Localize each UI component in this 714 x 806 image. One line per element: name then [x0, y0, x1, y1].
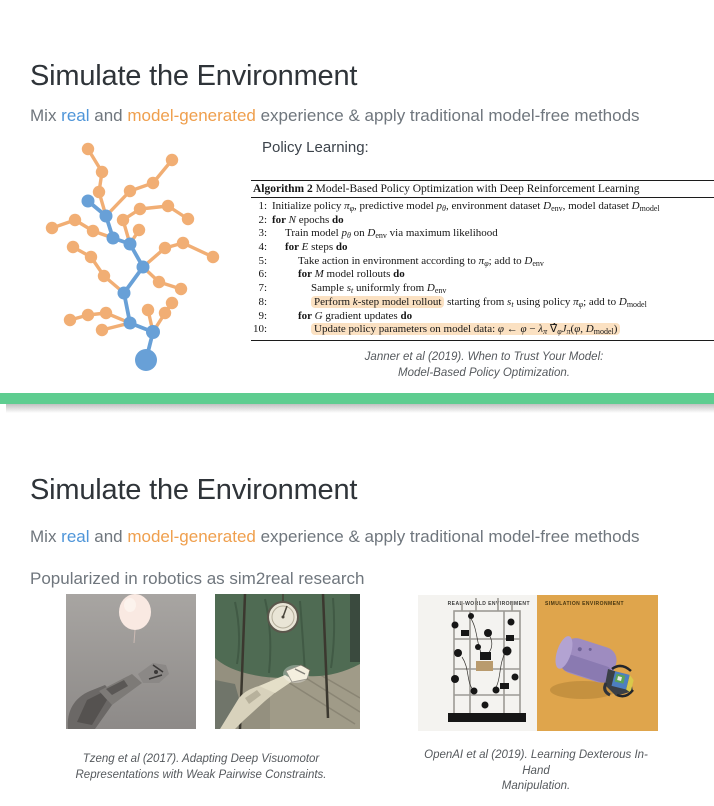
policy-learning-label: Policy Learning:: [262, 139, 369, 156]
model-state-node: [82, 143, 94, 155]
citation-tzeng: Tzeng et al (2017). Adapting Deep Visuomotor Representations with Weak Pairwise Constraints.: [75, 753, 327, 781]
balloon: [119, 594, 151, 630]
model-state-node: [96, 166, 108, 178]
model-state-node: [207, 251, 219, 263]
model-state-node: [182, 213, 194, 225]
algorithm-line: 2: for N epochs do: [258, 213, 344, 226]
algorithm-line: 6: for M model rollouts do: [258, 268, 405, 281]
model-state-node: [159, 242, 171, 254]
real-state-node: [137, 261, 150, 274]
real-state-node: [82, 195, 95, 208]
model-state-node: [69, 214, 81, 226]
real-state-node: [146, 325, 160, 339]
rollout-tree-diagram: [22, 132, 248, 390]
simulation-label: SIMULATION ENVIRONMENT: [545, 601, 624, 607]
model-state-node: [166, 297, 178, 309]
algorithm-line: 3: Train model pθ on Denv via maximum likelihood: [258, 227, 498, 241]
real-state-node: [118, 287, 131, 300]
algorithm-lines: [251, 198, 714, 340]
model-state-node: [82, 309, 94, 321]
citation-janner: Janner et al (2019). When to Trust Your Model: Model-Based Policy Optimization.: [364, 351, 604, 379]
sim-robot-arm-image: [66, 594, 196, 729]
real-state-node: [100, 210, 113, 223]
model-state-node: [175, 283, 187, 295]
algorithm-line: 1: Initialize policy πφ, predictive model pθ, environment dataset Denv, model dataset Dmodel: [258, 200, 660, 213]
algorithm-line: 5: Take action in environment according to πφ; add to Denv: [258, 254, 544, 268]
model-state-node: [153, 276, 165, 288]
model-state-node: [100, 307, 112, 319]
real-world-label: REAL-WORLD ENVIRONMENT: [447, 601, 530, 607]
algorithm-line: 10: Update policy parameters on model data: φ ← φ − λπ ∇̂φJπ(φ, Dmodel): [251, 323, 714, 337]
algorithm-number: Algorithm 2: [253, 183, 313, 195]
model-state-node: [134, 203, 146, 215]
algorithm-line: 4: for E steps do: [258, 241, 348, 254]
model-state-node: [87, 225, 99, 237]
model-state-node: [166, 154, 178, 166]
model-state-node: [142, 304, 154, 316]
model-state-node: [124, 185, 136, 197]
openai-env-pair-image: [418, 595, 658, 731]
model-state-node: [133, 224, 145, 236]
algorithm-line: 8: Perform k-step model rollout starting from st using policy πφ; add to Dmodel: [258, 295, 647, 309]
wooden-plate: [476, 661, 493, 671]
model-state-node: [177, 237, 189, 249]
model-state-node: [159, 307, 171, 319]
slide2-title: Simulate the Environment: [30, 474, 358, 507]
citation-openai: OpenAI et al (2019). Learning Dexterous In-Hand Manipulation.: [424, 749, 648, 792]
model-state-node: [64, 314, 76, 326]
algorithm-box: [251, 180, 714, 341]
algorithm-line: 7: Sample st uniformly from Denv: [258, 282, 447, 296]
model-state-node: [96, 324, 108, 336]
model-state-node: [162, 200, 174, 212]
model-state-node: [147, 177, 159, 189]
real-state-node: [124, 317, 137, 330]
slide-divider-bar: [0, 393, 714, 404]
model-state-node: [93, 186, 105, 198]
real-state-node: [124, 238, 137, 251]
model-state-node: [85, 251, 97, 263]
slide1-title: Simulate the Environment: [30, 60, 358, 93]
real-state-node: [135, 349, 157, 371]
algorithm-line: 9: for G gradient updates do: [258, 309, 413, 322]
model-state-node: [117, 214, 129, 226]
algorithm-header: [251, 181, 714, 198]
real-state-node: [107, 232, 120, 245]
model-state-node: [98, 270, 110, 282]
real-robot-arm-image: [215, 594, 360, 729]
model-state-node: [46, 222, 58, 234]
model-state-node: [67, 241, 79, 253]
algorithm-title: Model-Based Policy Optimization with Deep Reinforcement Learning: [312, 183, 640, 195]
slide2-subtitle: Mix real and model-generated experience & apply traditional model-free methods: [30, 527, 640, 546]
slide1-subtitle: Mix real and model-generated experience & apply traditional model-free methods: [30, 106, 640, 125]
slide-divider-shadow: [6, 404, 714, 413]
sim2real-text: Popularized in robotics as sim2real research: [30, 569, 365, 588]
